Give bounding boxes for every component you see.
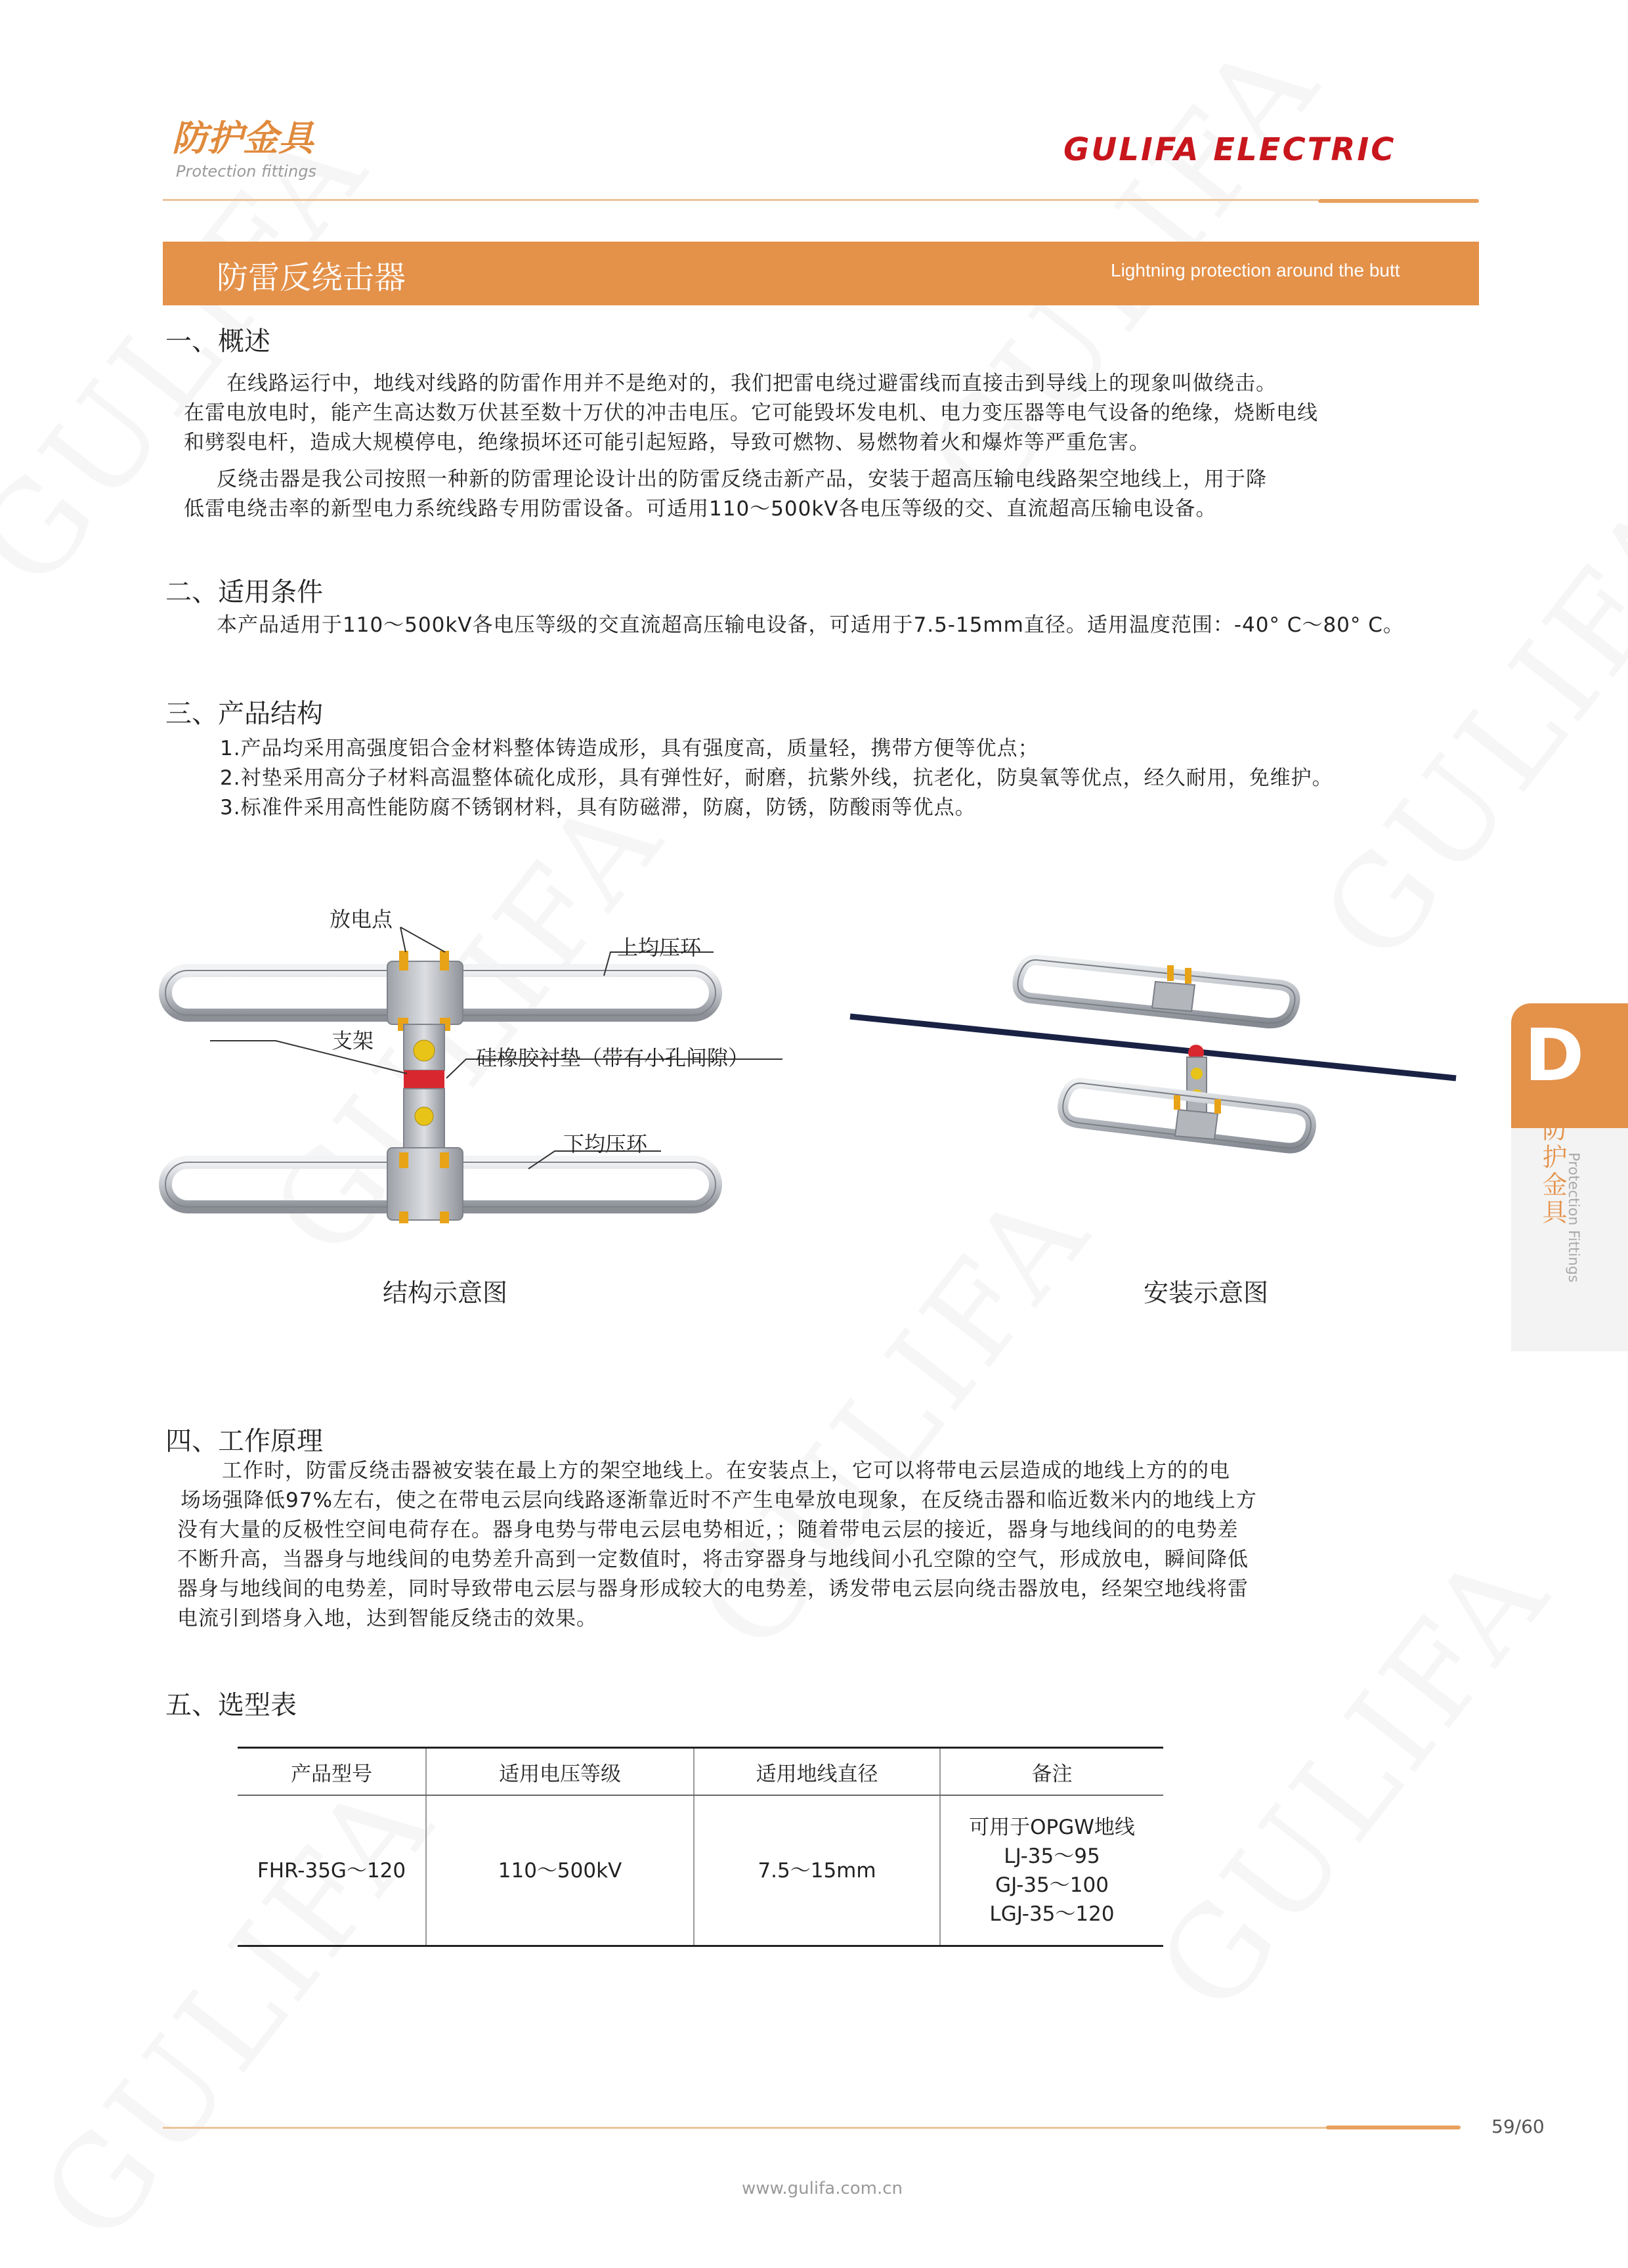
label-bracket: 支架 — [332, 1028, 374, 1053]
lower-ring — [165, 1148, 716, 1223]
footer-divider-accent — [1326, 2126, 1461, 2129]
upper-ring — [165, 961, 716, 1024]
paragraph-line: 场场强降低97%左右，使之在带电云层向线路逐渐靠近时不产生电晕放电现象，在反绕击器和临近数米内的地线上方 — [181, 1489, 1257, 1512]
paragraph-line: 器身与地线间的电势差，同时导致带电云层与器身形成较大的电势差，诱发带电云层向绕击器放电，经架空地线将雷 — [177, 1577, 1249, 1601]
table-row — [238, 1795, 1163, 1946]
paragraph-line: 在线路运行中，地线对线路的防雷作用并不是绝对的，我们把雷电绕过避雷线而直接击到导线上的现象叫做绕击。 — [226, 372, 1277, 395]
header-divider-accent — [1318, 199, 1479, 203]
category-subtitle: Protection fittings — [176, 162, 316, 181]
footer-divider — [163, 2127, 1423, 2129]
product-title: 防雷反绕击器 — [217, 259, 406, 296]
side-tab-letter: D — [1524, 1013, 1585, 1097]
list-item: 2.衬垫采用高分子材料高温整体硫化成形，具有弹性好，耐磨，抗紫外线，抗老化，防臭氧等优点，经久耐用，免维护。 — [220, 766, 1333, 790]
category-title: 防护金具 — [172, 118, 314, 159]
ground-wire — [850, 1016, 1456, 1078]
caption-install: 安装示意图 — [1144, 1278, 1269, 1307]
label-lower-ring: 下均压环 — [563, 1131, 648, 1156]
paragraph-line: 在雷电放电时，能产生高达数万伏甚至数十万伏的冲击电压。它可能毁坏发电机、电力变压器等电气设备的绝缘，烧断电线 — [184, 401, 1318, 425]
table-header-cell: 适用地线直径 — [694, 1748, 940, 1796]
paragraph-line: 低雷电绕击率的新型电力系统线路专用防雷设备。可适用110～500kV各电压等级的交、直流超高压输电设备。 — [184, 497, 1217, 521]
product-title-en: Lightning protection around the butt — [1111, 260, 1400, 280]
paragraph-line: 电流引到塔身入地，达到智能反绕击的效果。 — [177, 1607, 597, 1630]
caption-structure: 结构示意图 — [383, 1278, 508, 1307]
label-discharge-point: 放电点 — [330, 907, 393, 932]
section-heading-principle: 四、工作原理 — [165, 1426, 323, 1456]
watermark — [1295, 471, 1628, 988]
note-line: LGJ-35～120 — [989, 1902, 1115, 1926]
section-heading-overview: 一、概述 — [165, 326, 270, 357]
footer-url: www.gulifa.com.cn — [742, 2179, 903, 2198]
table-header-cell: 适用电压等级 — [426, 1748, 694, 1796]
section-heading-selection: 五、选型表 — [165, 1690, 297, 1720]
side-tab-title: 防护金具 — [1538, 1116, 1567, 1227]
lower-ring — [1063, 1083, 1311, 1148]
bracket — [1187, 1045, 1207, 1120]
paragraph-line: 工作时，防雷反绕击器被安装在最上方的架空地线上。在安装点上，它可以将带电云层造成的地线上方的的电 — [222, 1459, 1230, 1483]
paragraph-line: 本产品适用于110～500kV各电压等级的交直流超高压输电设备，可适用于7.5-15mm直径。适用温度范围：-40° C～80° C。 — [217, 613, 1404, 637]
list-item: 3.标准件采用高性能防腐不锈钢材料，具有防磁滞，防腐，防锈，防酸雨等优点。 — [220, 796, 976, 819]
paragraph-line: 不断升高，当器身与地线间的电势差升高到一定数值时，将击穿器身与地线间小孔空隙的空气，形成放电，瞬间降低 — [177, 1548, 1249, 1571]
paragraph-line: 和劈裂电杆，造成大规模停电，绝缘损坏还可能引起短路，导致可燃物、易燃物着火和爆炸等严重危害。 — [184, 431, 1150, 454]
label-upper-ring: 上均压环 — [617, 935, 702, 960]
brand-logo: GULIFA ELECTRIC — [1063, 131, 1396, 168]
page-number: 59/60 — [1491, 2116, 1545, 2137]
note-line: LJ-35～95 — [1004, 1844, 1100, 1868]
table-cell-notes — [940, 1795, 1163, 1946]
table-cell-voltage: 110～500kV — [426, 1795, 694, 1946]
note-line: GJ-35～100 — [995, 1873, 1109, 1897]
table-header-cell: 产品型号 — [238, 1748, 426, 1796]
side-tab-subtitle: Protection Fittings — [1565, 1152, 1581, 1283]
upper-ring — [1018, 960, 1295, 1023]
table-header-cell: 备注 — [940, 1748, 1163, 1796]
selection-table — [238, 1747, 1163, 1947]
table-cell-model: FHR-35G～120 — [238, 1795, 426, 1946]
header-divider — [163, 199, 1318, 201]
bracket — [404, 1024, 444, 1148]
note-line: 可用于OPGW地线 — [969, 1815, 1135, 1839]
section-heading-structure: 三、产品结构 — [165, 699, 323, 729]
installation-diagram — [847, 946, 1470, 1169]
label-rubber-pad: 硅橡胶衬垫（带有小孔间隙） — [476, 1045, 750, 1070]
section-heading-conditions: 二、适用条件 — [165, 577, 323, 607]
table-cell-diameter: 7.5～15mm — [694, 1795, 940, 1946]
paragraph-line: 没有大量的反极性空间电荷存在。器身电势与带电云层电势相近，；随着带电云层的接近，器身与地线间的的电势差 — [177, 1518, 1239, 1542]
list-item: 1.产品均采用高强度铝合金材料整体铸造成形，具有强度高，质量轻，携带方便等优点； — [220, 737, 1039, 760]
table-header-row — [238, 1748, 1163, 1796]
paragraph-line: 反绕击器是我公司按照一种新的防雷理论设计出的防雷反绕击新产品，安装于超高压输电线路架空地线上，用于降 — [217, 468, 1267, 491]
